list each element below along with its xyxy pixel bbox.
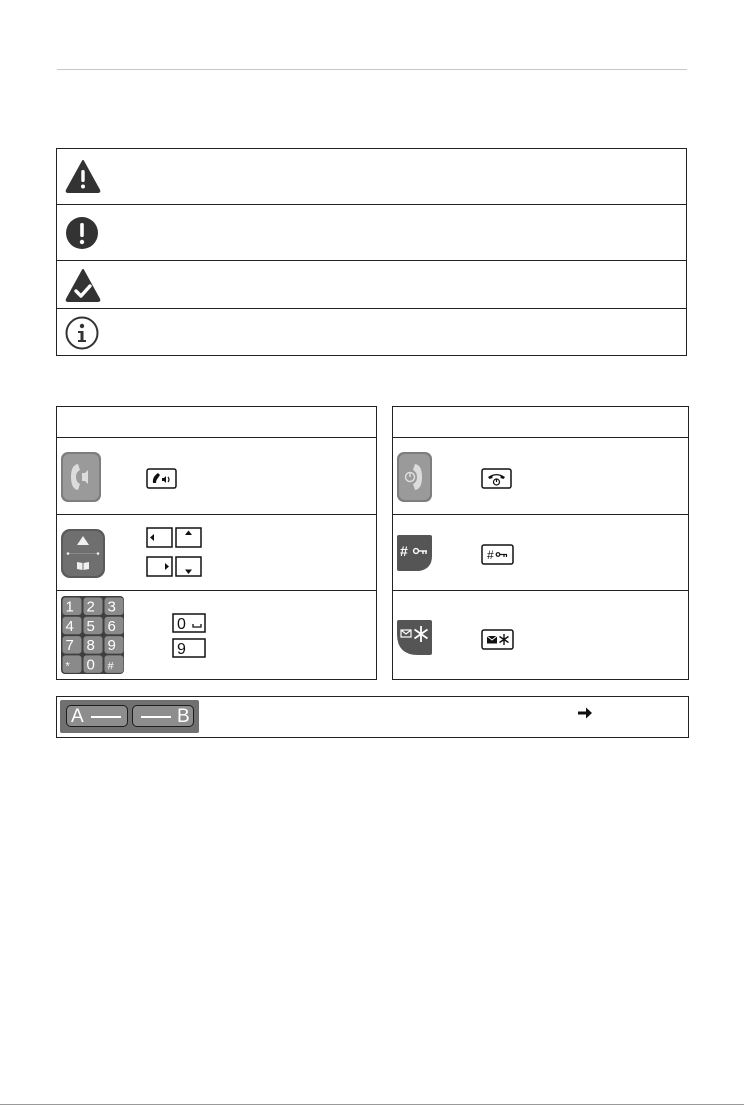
check-triangle-icon [65,268,101,302]
svg-text:#: # [487,548,494,562]
keypad-key [105,617,124,635]
exclamation-circle-icon [65,216,99,250]
softkey-bar-image [60,700,199,733]
table-row [57,515,376,591]
keypad-key-label: 6 [107,617,116,635]
digit-nine-label: 9 [177,641,186,658]
keypad-key [63,636,82,654]
star-message-key-icon [396,619,433,656]
softkey-row [56,696,689,738]
notice-row-info [57,309,686,355]
hash-key-symbol-icon [481,544,514,565]
talk-key-symbol-icon [146,468,177,489]
keypad-key-label: 3 [107,598,116,616]
key-symbols-table-right [392,406,689,680]
keypad-key-label: 2 [86,598,95,616]
keypad-key [84,598,103,616]
softkey-a-line [91,716,121,718]
arrow-right-icon [577,706,593,720]
table-header [57,407,376,438]
keypad-key-label: * [65,660,70,673]
control-key-icon [60,528,106,579]
table-row [57,591,376,679]
end-call-symbol-icon [481,468,512,489]
key-symbols-table-left [56,406,377,680]
keypad-icon [61,596,124,674]
notice-symbols-table [56,148,687,356]
svg-text:#: # [400,543,408,559]
end-call-key-icon [396,451,433,503]
control-key-symbols-icon [146,527,202,579]
keypad-key-label: # [107,660,114,673]
digit-key-symbols-icon [172,613,206,659]
notice-row-tip [57,261,686,309]
keypad-key [84,636,103,654]
table-row [393,438,688,515]
softkey-a [66,705,128,727]
keypad-key [63,617,82,635]
keypad-key-label: 0 [86,656,95,674]
talk-key-icon [60,451,102,503]
star-message-symbol-icon [481,629,514,650]
warning-triangle-icon [65,159,101,193]
table-row [57,438,376,515]
keypad-key-label: 4 [65,617,74,635]
keypad-key-label: 9 [107,637,116,655]
keypad-key [63,655,82,673]
softkey-b-line [141,716,171,718]
notice-row-important [57,205,686,261]
table-row [393,591,688,679]
keypad-key [84,617,103,635]
keypad-key-label: 7 [65,637,74,655]
info-circle-icon [65,316,99,350]
digit-zero-label: 0 [177,616,186,633]
keypad-key [105,655,124,673]
header-rule [57,69,687,70]
keypad-key [105,636,124,654]
hash-key-icon [396,534,433,572]
keypad-key-label: 8 [86,637,95,655]
table-header [393,407,688,438]
keypad-key-label: 1 [65,598,74,616]
keypad-key-label: 5 [86,617,95,635]
footer-rule [0,1104,744,1105]
softkey-a-label: A [71,706,84,727]
keypad-key [84,655,103,673]
table-row [393,515,688,591]
keypad-key [63,598,82,616]
keypad-key [105,598,124,616]
notice-row-warning [57,149,686,205]
softkey-b-label: B [177,706,190,727]
softkey-b [132,705,194,727]
